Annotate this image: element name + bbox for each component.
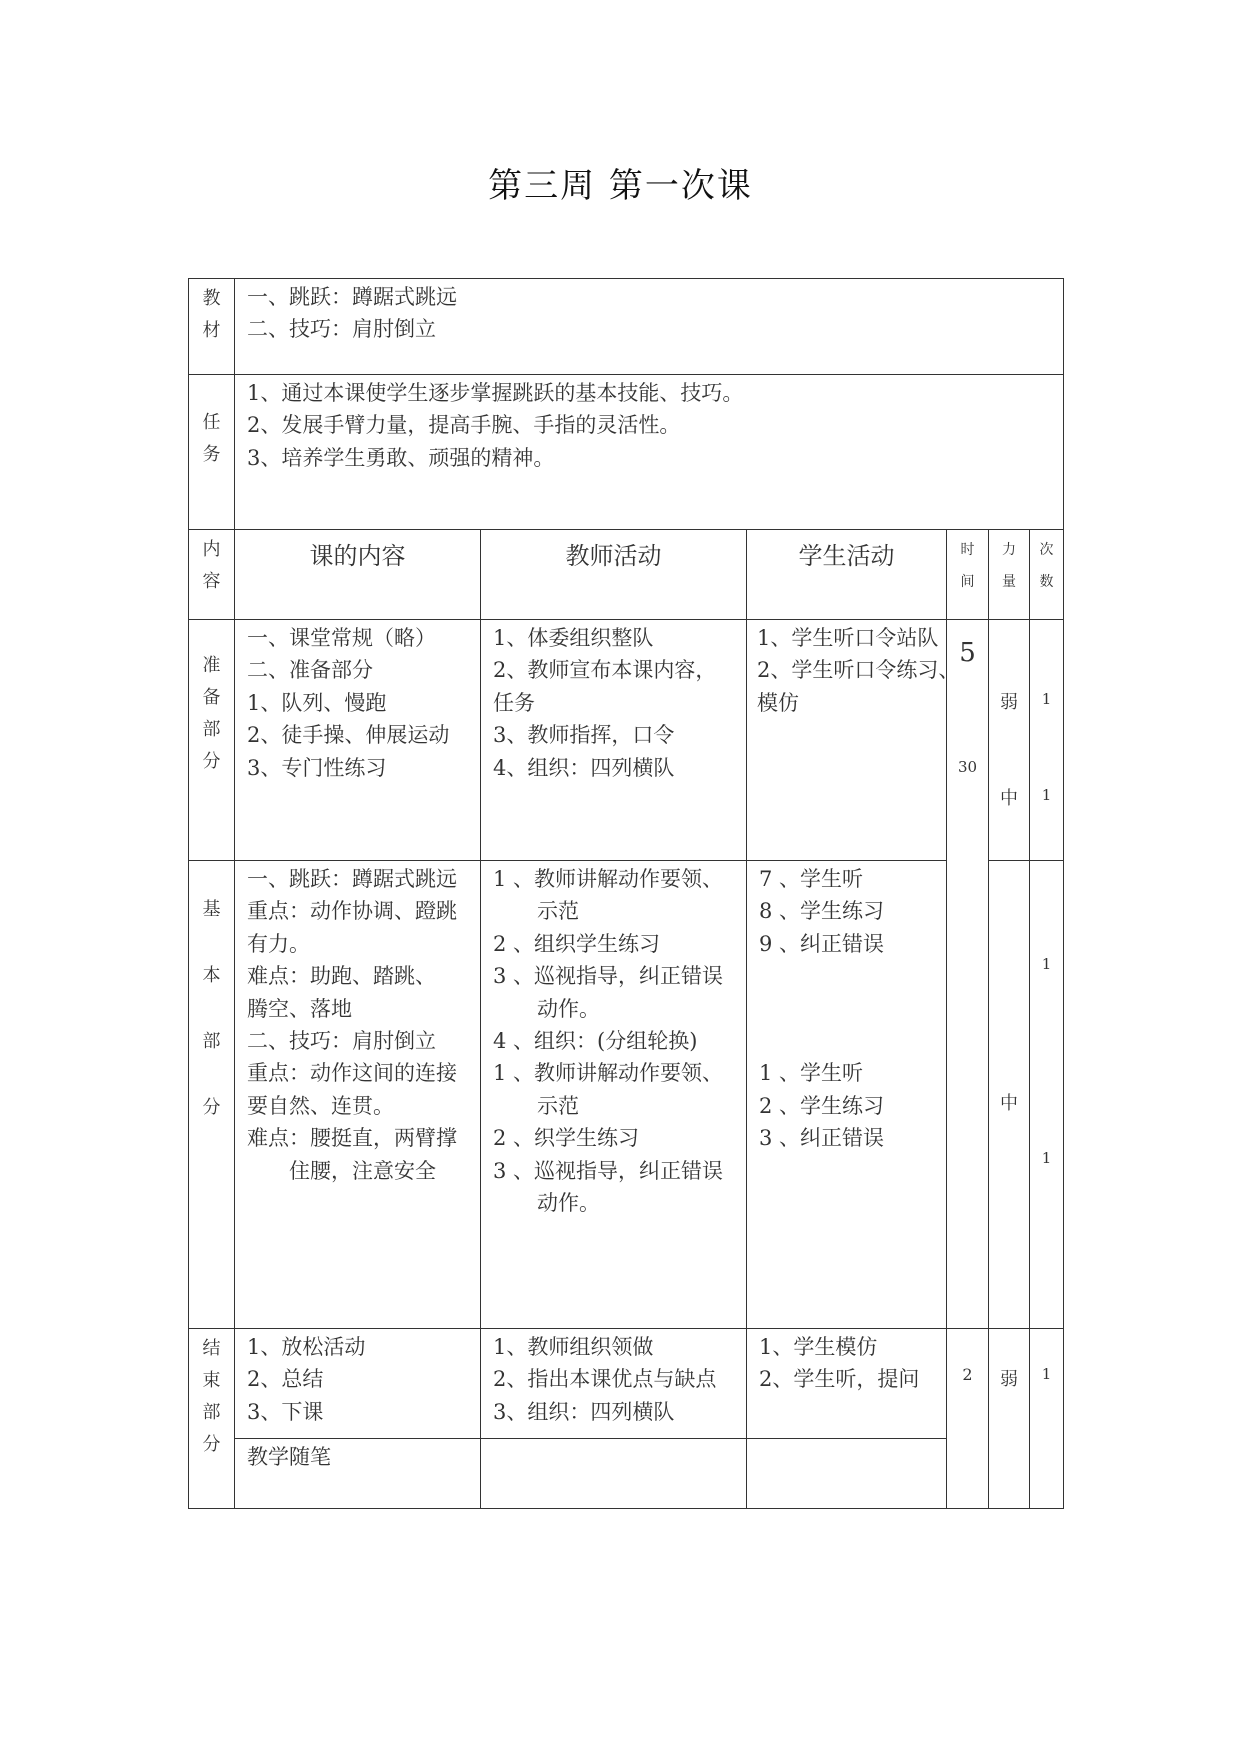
basic-label: 基 本 部 分: [189, 861, 235, 1329]
material-label: 教 材: [189, 279, 235, 375]
notes-teacher-blank: [481, 1439, 747, 1509]
prep-time-b: 30: [957, 758, 978, 776]
prep-force-a: 弱: [1000, 692, 1018, 713]
prep-force: [989, 620, 1030, 861]
basic-student: 7 、学生听 8 、学生练习 9 、纠正错误 1 、学生听 2 、学生练习 3 、纠正错误: [747, 861, 947, 1329]
prep-count-a: 1: [1041, 690, 1052, 708]
page-title: 第三周 第一次课: [488, 166, 753, 206]
end-force: 弱: [989, 1329, 1030, 1509]
notes-row: [189, 1439, 1064, 1509]
material-content: 一、跳跃：蹲踞式跳远 二、技巧：肩肘倒立: [235, 279, 1064, 375]
prep-label: 准 备 部 分: [189, 620, 235, 861]
header-teacher-activity: 教师活动: [481, 530, 747, 620]
end-label: 结 束 部 分: [189, 1329, 235, 1509]
prep-count-b: 1: [1041, 786, 1052, 804]
basic-count-a: 1: [1041, 955, 1052, 973]
prep-basic-time: [947, 620, 989, 1329]
prep-content: 一、课堂常规（略） 二、准备部分 1、队列、慢跑 2、徒手操、伸展运动 3、专门性练习: [235, 620, 481, 861]
notes-student-blank: [747, 1439, 947, 1509]
end-time: 2: [947, 1329, 989, 1509]
prep-force-b: 中: [1000, 788, 1018, 809]
notes-label: 教学随笔: [235, 1439, 481, 1509]
prep-teacher: 1、体委组织整队 2、教师宣布本课内容， 任务 3、教师指挥，口令 4、组织：四列横队: [481, 620, 747, 861]
header-time: 时 间: [947, 530, 989, 620]
basic-force: 中: [989, 861, 1030, 1329]
end-count: 1: [1030, 1329, 1064, 1509]
task-content: 1、通过本课使学生逐步掌握跳跃的基本技能、技巧。 2、发展手臂力量，提高手腕、手指的灵活性。 3、培养学生勇敢、顽强的精神。: [235, 375, 1064, 530]
prep-count: [1030, 620, 1064, 861]
header-force: 力 量: [989, 530, 1030, 620]
end-row: [189, 1329, 1064, 1439]
prep-student: 1、学生听口令站队 2、学生听口令练习、 模仿: [747, 620, 947, 861]
end-teacher: 1、教师组织领做 2、指出本课优点与缺点 3、组织：四列横队: [481, 1329, 747, 1439]
header-row: [189, 530, 1064, 620]
lesson-plan-table: [188, 278, 1064, 1509]
basic-count-b: 1: [1041, 1149, 1052, 1167]
task-label: 任 务: [189, 375, 235, 530]
material-row: [189, 279, 1064, 375]
basic-row: [189, 861, 1064, 1329]
header-count: 次 数: [1030, 530, 1064, 620]
header-student-activity: 学生活动: [747, 530, 947, 620]
basic-content: 一、跳跃：蹲踞式跳远 重点：动作协调、蹬跳 有力。 难点：助跑、踏跳、 腾空、落地 二、技巧：肩肘倒立 重点：动作这间的连接 要自然、连贯。 难点：腰挺直，两臂撑 住腰，注意安全: [235, 861, 481, 1329]
prep-time-a: 5: [959, 638, 976, 668]
end-content: 1、放松活动 2、总结 3、下课: [235, 1329, 481, 1439]
prep-row: [189, 620, 1064, 861]
task-row: [189, 375, 1064, 530]
end-student: 1、学生模仿 2、学生听，提问: [747, 1329, 947, 1439]
header-content-label: 内 容: [189, 530, 235, 620]
basic-count: [1030, 861, 1064, 1329]
basic-teacher: 1 、教师讲解动作要领、 示范 2 、组织学生练习 3 、巡视指导，纠正错误 动作。 4 、组织：(分组轮换) 1 、教师讲解动作要领、 示范 2 、织学生练习 3 、巡视指导，纠正错误 动作。: [481, 861, 747, 1329]
header-lesson-content: 课的内容: [235, 530, 481, 620]
